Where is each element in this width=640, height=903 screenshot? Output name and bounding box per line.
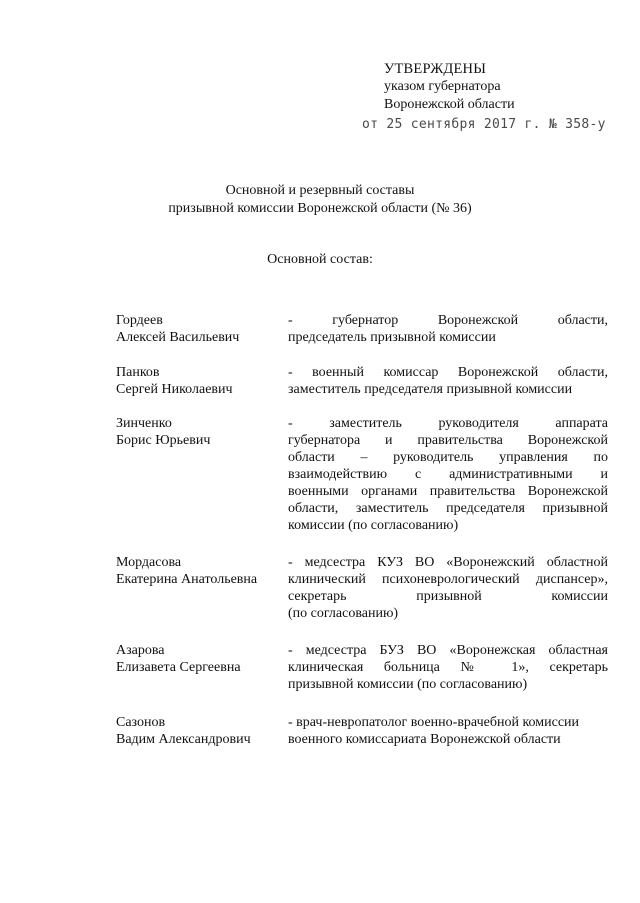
title-line-1: Основной и резервный составы: [225, 183, 415, 198]
member-role-line: области – руководитель управления по: [288, 450, 608, 465]
member-role-line: секретарь призывной комиссии: [288, 589, 608, 604]
member-surname: Сазонов: [116, 715, 166, 730]
member-given-names: Вадим Александрович: [116, 732, 251, 747]
member-given-names: Алексей Васильевич: [116, 330, 240, 345]
member-role-line: призывной комиссии (по согласованию): [288, 677, 528, 692]
member-given-names: Сергей Николаевич: [116, 382, 233, 397]
member-role: [288, 554, 608, 622]
member-surname: Мордасова: [116, 555, 182, 570]
member-name: [116, 415, 281, 449]
member-role-line: (по согласованию): [288, 606, 399, 621]
member-given-names: Екатерина Анатольевна: [116, 572, 258, 587]
member-role-line: военными органами правительства Воронежской: [288, 484, 608, 499]
member-role-line: заместитель председателя призывной комиссии: [288, 382, 573, 397]
member-role-line: военного комиссариата Воронежской области: [288, 732, 561, 747]
member-given-names: Борис Юрьевич: [116, 433, 211, 448]
member-name: [116, 554, 281, 588]
member-role-line: комиссии (по согласованию): [288, 518, 459, 533]
decree-date-stamp: от 25 сентября 2017 г. № 358-у: [362, 117, 606, 132]
document-title: [0, 182, 640, 218]
member-name: [116, 714, 281, 748]
member-surname: Азарова: [116, 643, 165, 658]
approval-heading: УТВЕРЖДЕНЫ: [384, 61, 487, 77]
approval-block: [384, 60, 515, 114]
member-surname: Гордеев: [116, 313, 163, 328]
member-role-line: - медсестра КУЗ ВО «Воронежский областной: [288, 555, 608, 570]
member-role: [288, 364, 608, 398]
member-role-line: области, заместитель председателя призывной: [288, 501, 608, 516]
member-role: [288, 415, 608, 534]
member-role-line: - губернатор Воронежской области,: [288, 313, 608, 328]
title-line-2: призывной комиссии Воронежской области (№ 36): [168, 201, 472, 216]
member-role-line: клиническая больница № 1», секретарь: [288, 660, 608, 675]
section-heading: Основной состав:: [267, 252, 373, 267]
member-role: [288, 312, 608, 346]
member-given-names: Елизавета Сергеевна: [116, 660, 241, 675]
member-role-line: губернатора и правительства Воронежской: [288, 433, 608, 448]
member-name: [116, 312, 281, 346]
member-role-line: - военный комиссар Воронежской области,: [288, 365, 608, 380]
member-role: [288, 642, 608, 693]
member-role-line: - врач-невропатолог военно-врачебной комиссии: [288, 715, 580, 730]
member-role-line: взаимодействию с административными и: [288, 467, 608, 482]
member-role-line: председатель призывной комиссии: [288, 330, 496, 345]
member-role-line: - медсестра БУЗ ВО «Воронежская областная: [288, 643, 608, 658]
approval-region: Воронежской области: [384, 97, 515, 112]
member-surname: Зинченко: [116, 416, 172, 431]
member-name: [116, 642, 281, 676]
member-surname: Панков: [116, 365, 160, 380]
approval-decree: указом губернатора: [384, 79, 501, 94]
member-role: [288, 714, 608, 748]
member-role-line: клинический психоневрологический диспансер»,: [288, 572, 608, 587]
member-name: [116, 364, 281, 398]
member-role-line: - заместитель руководителя аппарата: [288, 416, 608, 431]
